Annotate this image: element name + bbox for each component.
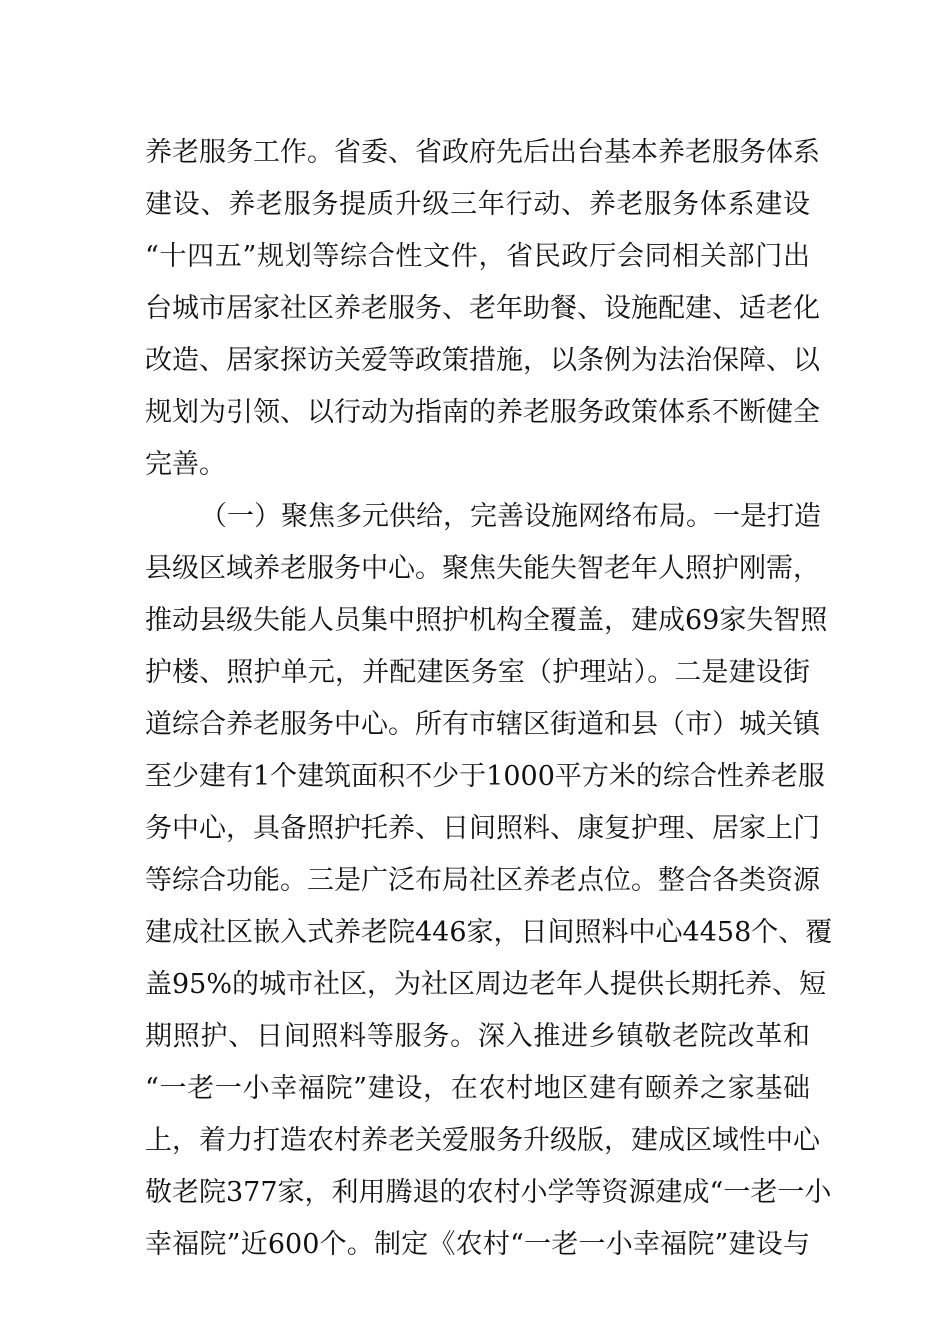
text-line-3: “十四五”规划等综合性文件，省民政厅会同相关部门出 (145, 241, 810, 272)
text-line-18: 期照护、日间照料等服务。深入推进乡镇敬老院改革和 (145, 1021, 810, 1052)
text-line-9: 县级区域养老服务中心。聚焦失能失智老年人照护刚需， (145, 553, 820, 584)
text-line-5: 改造、居家探访关爱等政策措施，以条例为法治保障、以 (145, 345, 820, 376)
text-line-15: 等综合功能。三是广泛布局社区养老点位。整合各类资源 (145, 865, 820, 896)
text-line-19: “一老一小幸福院”建设，在农村地区建有颐养之家基础 (145, 1073, 810, 1104)
text-line-13: 至少建有1个建筑面积不少于1000平方米的综合性养老服 (145, 761, 825, 792)
text-line-16: 建成社区嵌入式养老院446家，日间照料中心4458个、覆 (145, 917, 833, 948)
text-line-10: 推动县级失能人员集中照护机构全覆盖，建成69家失智照 (145, 605, 828, 636)
text-line-4: 台城市居家社区养老服务、老年助餐、设施配建、适老化 (145, 293, 820, 324)
text-line-6: 规划为引领、以行动为指南的养老服务政策体系不断健全 (145, 397, 820, 428)
text-line-20: 上，着力打造农村养老关爱服务升级版，建成区域性中心 (145, 1125, 820, 1156)
text-line-22: 幸福院”近600个。制定《农村“一老一小幸福院”建设与 (145, 1229, 810, 1260)
text-line-21: 敬老院377家，利用腾退的农村小学等资源建成“一老一小 (145, 1177, 832, 1208)
text-line-11: 护楼、照护单元，并配建医务室（护理站）。二是建设街 (145, 657, 810, 688)
text-line-14: 务中心，具备照护托养、日间照料、康复护理、居家上门 (145, 813, 820, 844)
section-heading-line: （一）聚焦多元供给，完善设施网络布局。一是打造 (200, 501, 821, 532)
text-line-1: 养老服务工作。省委、省政府先后出台基本养老服务体系 (145, 137, 820, 168)
text-line-12: 道综合养老服务中心。所有市辖区街道和县（市）城关镇 (145, 709, 820, 740)
text-line-7: 完善。 (145, 449, 226, 480)
text-line-17: 盖95%的城市社区，为社区周边老年人提供长期托养、短 (145, 969, 827, 1000)
text-line-2: 建设、养老服务提质升级三年行动、养老服务体系建设 (145, 189, 810, 220)
